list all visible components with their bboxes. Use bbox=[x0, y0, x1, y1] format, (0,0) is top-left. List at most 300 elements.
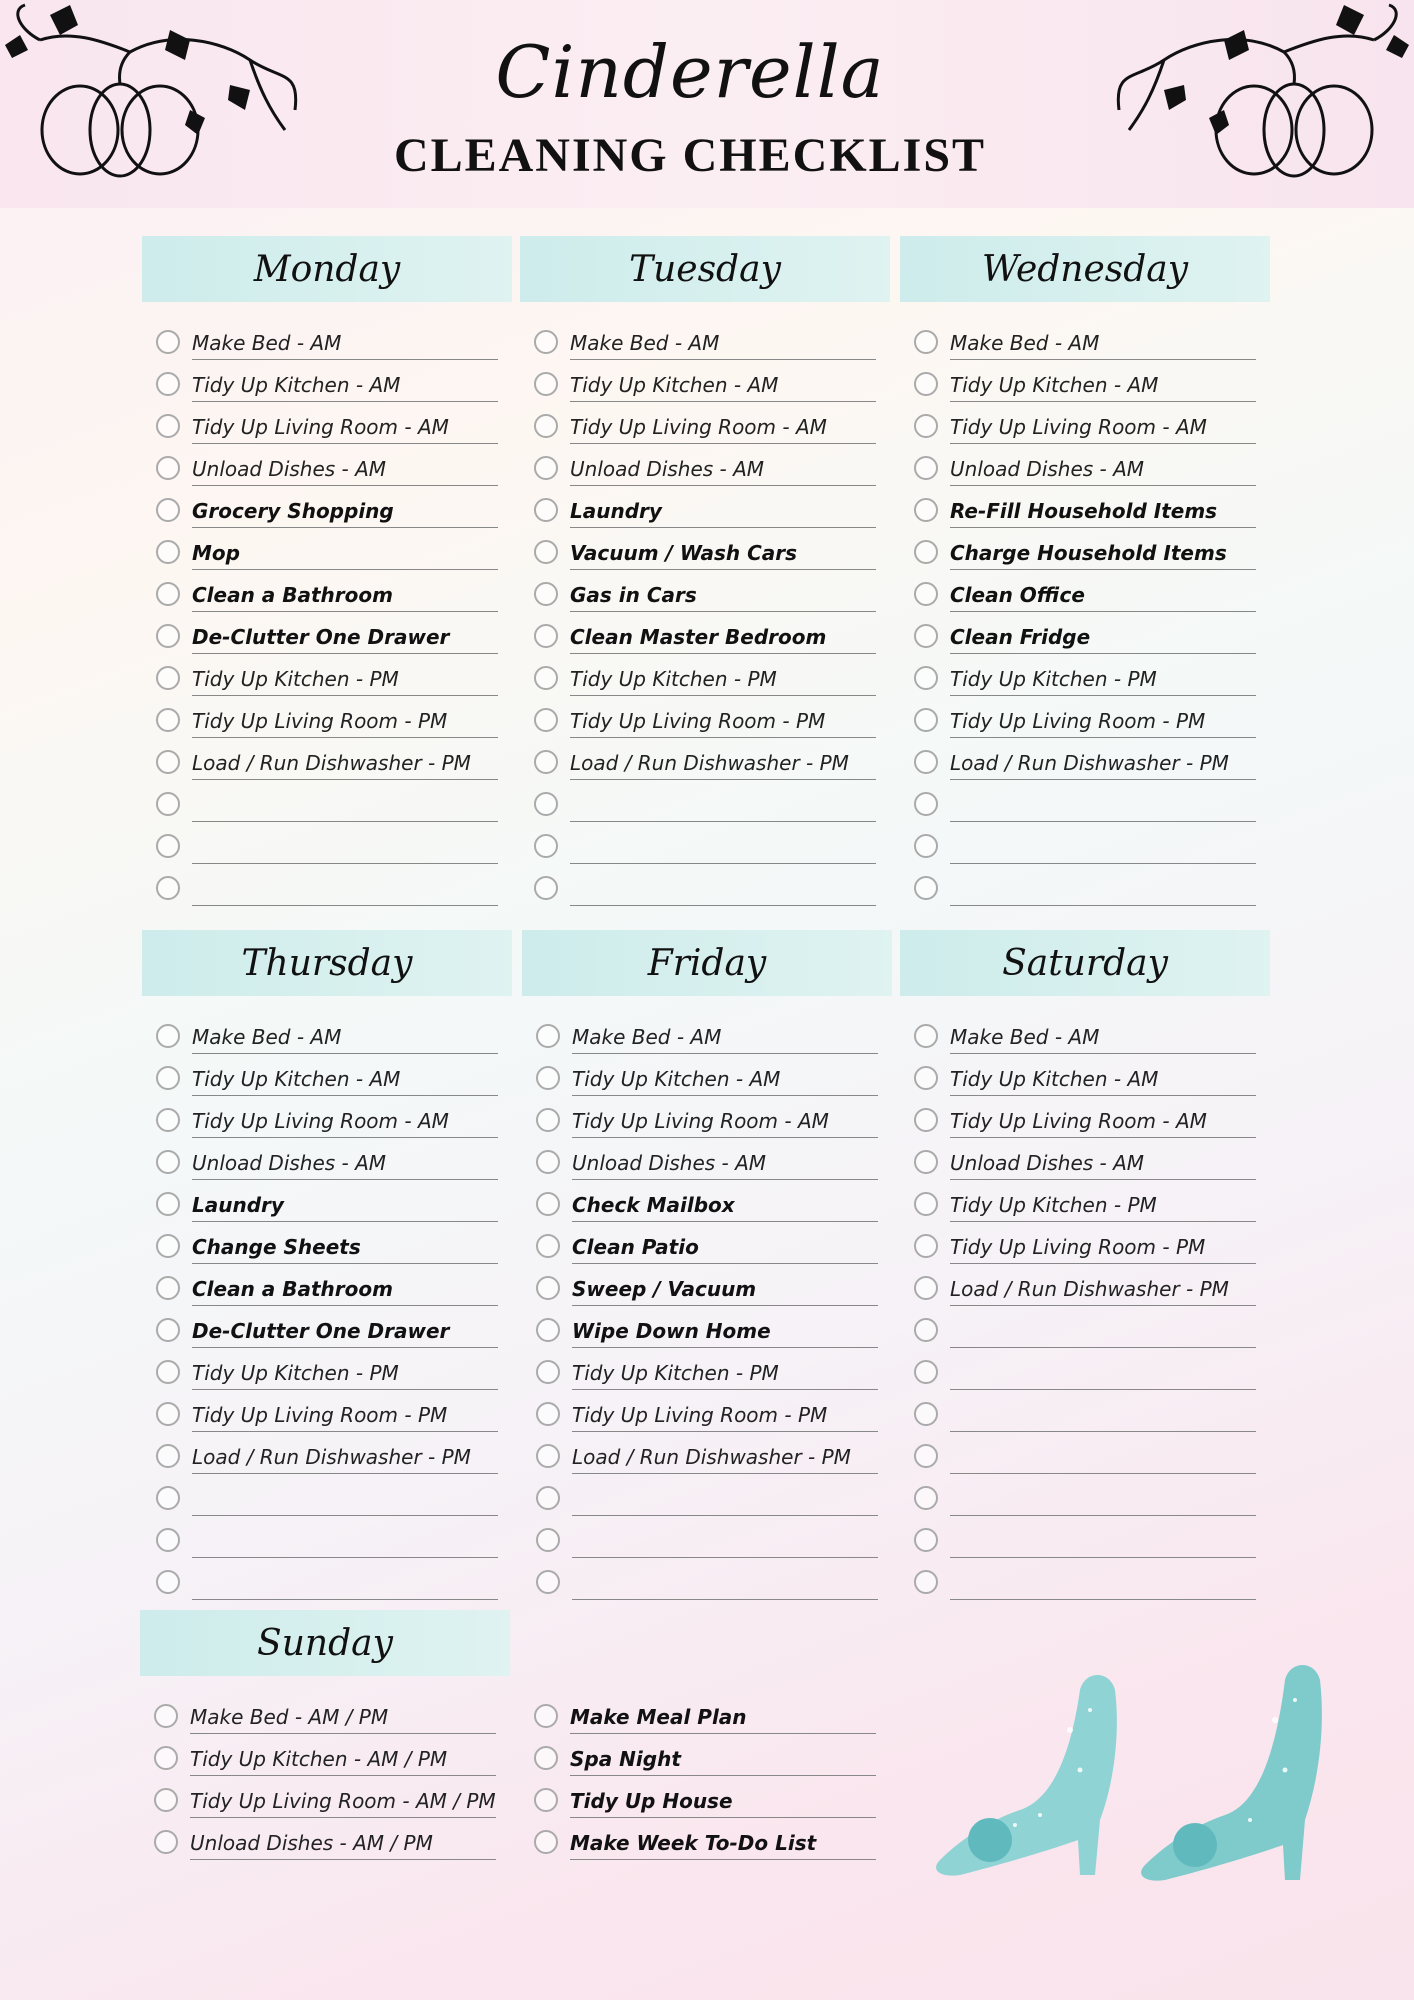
task-row bbox=[900, 612, 1270, 654]
task-row bbox=[522, 1432, 892, 1474]
task-checkbox[interactable] bbox=[534, 750, 558, 774]
task-label: Unload Dishes - AM bbox=[192, 453, 498, 486]
task-checkbox[interactable] bbox=[534, 1746, 558, 1770]
task-label: Tidy Up Kitchen - AM bbox=[570, 369, 876, 402]
task-checkbox[interactable] bbox=[914, 498, 938, 522]
day-title: Friday bbox=[522, 930, 892, 996]
task-label bbox=[192, 1483, 498, 1516]
task-label: Tidy Up Living Room - PM bbox=[570, 705, 876, 738]
task-checkbox[interactable] bbox=[156, 582, 180, 606]
task-row bbox=[520, 696, 890, 738]
task-label: Make Bed - AM bbox=[192, 327, 498, 360]
task-row bbox=[522, 1222, 892, 1264]
task-row bbox=[900, 1432, 1270, 1474]
task-row bbox=[522, 1096, 892, 1138]
task-checkbox[interactable] bbox=[154, 1746, 178, 1770]
task-checkbox[interactable] bbox=[536, 1318, 560, 1342]
task-checkbox[interactable] bbox=[156, 1066, 180, 1090]
task-row bbox=[142, 696, 512, 738]
task-label: Make Week To-Do List bbox=[570, 1827, 876, 1860]
task-label: Load / Run Dishwasher - PM bbox=[572, 1441, 878, 1474]
task-label: Make Bed - AM bbox=[192, 1021, 498, 1054]
task-row bbox=[520, 1692, 890, 1734]
task-row bbox=[520, 654, 890, 696]
task-label bbox=[192, 873, 498, 906]
task-list bbox=[900, 318, 1270, 906]
task-list bbox=[142, 1012, 512, 1600]
task-row bbox=[522, 1264, 892, 1306]
task-label: Tidy Up Living Room - AM / PM bbox=[190, 1785, 496, 1818]
task-checkbox[interactable] bbox=[536, 1234, 560, 1258]
task-checkbox[interactable] bbox=[534, 624, 558, 648]
task-label bbox=[950, 1315, 1256, 1348]
task-row bbox=[142, 1096, 512, 1138]
task-row bbox=[140, 1818, 510, 1860]
task-checkbox[interactable] bbox=[914, 540, 938, 564]
task-list bbox=[522, 1012, 892, 1600]
task-checkbox[interactable] bbox=[156, 1108, 180, 1132]
task-label: Unload Dishes - AM / PM bbox=[190, 1827, 496, 1860]
task-label: Tidy Up Kitchen - AM / PM bbox=[190, 1743, 496, 1776]
task-checkbox[interactable] bbox=[914, 1276, 938, 1300]
task-row bbox=[900, 1348, 1270, 1390]
task-row bbox=[522, 1558, 892, 1600]
task-checkbox[interactable] bbox=[156, 1024, 180, 1048]
task-row bbox=[522, 1054, 892, 1096]
task-checkbox[interactable] bbox=[914, 792, 938, 816]
task-row bbox=[900, 822, 1270, 864]
task-row bbox=[142, 1348, 512, 1390]
task-checkbox[interactable] bbox=[534, 372, 558, 396]
task-label bbox=[570, 789, 876, 822]
task-checkbox[interactable] bbox=[154, 1788, 178, 1812]
task-label: Clean Master Bedroom bbox=[570, 621, 876, 654]
task-checkbox[interactable] bbox=[914, 666, 938, 690]
task-row bbox=[140, 1776, 510, 1818]
task-row bbox=[520, 738, 890, 780]
task-checkbox[interactable] bbox=[156, 1234, 180, 1258]
task-row bbox=[900, 1012, 1270, 1054]
task-checkbox[interactable] bbox=[536, 1402, 560, 1426]
task-row bbox=[142, 1222, 512, 1264]
task-label: Make Bed - AM bbox=[570, 327, 876, 360]
task-label: Tidy Up Kitchen - PM bbox=[192, 663, 498, 696]
task-label: Load / Run Dishwasher - PM bbox=[950, 1273, 1256, 1306]
task-row bbox=[900, 1180, 1270, 1222]
task-list bbox=[900, 1012, 1270, 1600]
task-row bbox=[520, 1734, 890, 1776]
task-label: Laundry bbox=[192, 1189, 498, 1222]
task-checkbox[interactable] bbox=[156, 666, 180, 690]
task-label: Re-Fill Household Items bbox=[950, 495, 1256, 528]
task-checkbox[interactable] bbox=[156, 1150, 180, 1174]
task-row bbox=[900, 654, 1270, 696]
task-row bbox=[522, 1474, 892, 1516]
task-row bbox=[142, 1264, 512, 1306]
task-label bbox=[192, 1525, 498, 1558]
task-row bbox=[520, 318, 890, 360]
task-row bbox=[900, 1096, 1270, 1138]
task-checkbox[interactable] bbox=[534, 708, 558, 732]
task-checkbox[interactable] bbox=[914, 1066, 938, 1090]
pumpkin-vine-right-icon bbox=[1104, 0, 1414, 180]
task-label: Tidy Up Kitchen - PM bbox=[950, 663, 1256, 696]
sunday-extra-tasks bbox=[520, 1692, 890, 1860]
task-row bbox=[520, 486, 890, 528]
task-checkbox[interactable] bbox=[914, 582, 938, 606]
task-checkbox[interactable] bbox=[914, 1150, 938, 1174]
day-title: Saturday bbox=[900, 930, 1270, 996]
task-checkbox[interactable] bbox=[536, 1486, 560, 1510]
task-label: Charge Household Items bbox=[950, 537, 1256, 570]
task-checkbox[interactable] bbox=[534, 1704, 558, 1728]
task-checkbox[interactable] bbox=[536, 1150, 560, 1174]
task-checkbox[interactable] bbox=[914, 1570, 938, 1594]
task-label: Make Meal Plan bbox=[570, 1701, 876, 1734]
task-row bbox=[522, 1516, 892, 1558]
task-checkbox[interactable] bbox=[156, 750, 180, 774]
task-row bbox=[900, 738, 1270, 780]
task-row bbox=[142, 612, 512, 654]
task-row bbox=[520, 360, 890, 402]
task-label bbox=[950, 1399, 1256, 1432]
task-checkbox[interactable] bbox=[536, 1192, 560, 1216]
task-row bbox=[142, 528, 512, 570]
task-checkbox[interactable] bbox=[154, 1704, 178, 1728]
task-row bbox=[520, 570, 890, 612]
day-card-monday bbox=[142, 236, 512, 906]
task-checkbox[interactable] bbox=[156, 1318, 180, 1342]
task-row bbox=[142, 1138, 512, 1180]
title-script: Cinderella bbox=[495, 30, 885, 114]
task-row bbox=[900, 1264, 1270, 1306]
task-checkbox[interactable] bbox=[534, 1788, 558, 1812]
task-label: Make Bed - AM bbox=[950, 1021, 1256, 1054]
task-label bbox=[192, 1567, 498, 1600]
task-checkbox[interactable] bbox=[536, 1276, 560, 1300]
task-checkbox[interactable] bbox=[914, 372, 938, 396]
task-row bbox=[140, 1734, 510, 1776]
task-checkbox[interactable] bbox=[156, 330, 180, 354]
task-row bbox=[520, 864, 890, 906]
pumpkin-vine-left-icon bbox=[0, 0, 310, 180]
task-list bbox=[140, 1692, 510, 1860]
task-label: Spa Night bbox=[570, 1743, 876, 1776]
task-row bbox=[142, 1012, 512, 1054]
task-checkbox[interactable] bbox=[534, 582, 558, 606]
task-checkbox[interactable] bbox=[156, 834, 180, 858]
task-label: Tidy Up Living Room - AM bbox=[572, 1105, 878, 1138]
task-label: Tidy Up Living Room - PM bbox=[950, 705, 1256, 738]
day-title: Tuesday bbox=[520, 236, 890, 302]
task-row bbox=[900, 486, 1270, 528]
task-row bbox=[142, 444, 512, 486]
task-checkbox[interactable] bbox=[156, 1528, 180, 1552]
task-checkbox[interactable] bbox=[536, 1570, 560, 1594]
task-row bbox=[522, 1348, 892, 1390]
task-row bbox=[522, 1012, 892, 1054]
task-row bbox=[522, 1180, 892, 1222]
task-checkbox[interactable] bbox=[914, 414, 938, 438]
task-row bbox=[900, 1222, 1270, 1264]
task-checkbox[interactable] bbox=[914, 1234, 938, 1258]
day-card-saturday bbox=[900, 930, 1270, 1600]
task-row bbox=[142, 780, 512, 822]
task-label: Tidy Up Living Room - PM bbox=[572, 1399, 878, 1432]
task-label: Tidy Up Kitchen - PM bbox=[572, 1357, 878, 1390]
day-card-wednesday bbox=[900, 236, 1270, 906]
task-row bbox=[900, 1516, 1270, 1558]
day-title: Wednesday bbox=[900, 236, 1270, 302]
task-label: Sweep / Vacuum bbox=[572, 1273, 878, 1306]
task-label bbox=[950, 1483, 1256, 1516]
page-title: CLEANING CHECKLIST bbox=[393, 129, 987, 182]
task-checkbox[interactable] bbox=[536, 1360, 560, 1384]
task-label bbox=[950, 831, 1256, 864]
day-title: Thursday bbox=[142, 930, 512, 996]
task-checkbox[interactable] bbox=[156, 1192, 180, 1216]
task-row bbox=[142, 1474, 512, 1516]
task-row bbox=[900, 1558, 1270, 1600]
task-row bbox=[142, 570, 512, 612]
task-checkbox[interactable] bbox=[156, 1360, 180, 1384]
day-title: Monday bbox=[142, 236, 512, 302]
task-checkbox[interactable] bbox=[914, 876, 938, 900]
task-checkbox[interactable] bbox=[534, 456, 558, 480]
task-checkbox[interactable] bbox=[914, 1444, 938, 1468]
task-label: Clean a Bathroom bbox=[192, 1273, 498, 1306]
task-label: Tidy Up Kitchen - PM bbox=[570, 663, 876, 696]
task-checkbox[interactable] bbox=[156, 876, 180, 900]
task-label: Gas in Cars bbox=[570, 579, 876, 612]
task-row bbox=[900, 570, 1270, 612]
task-label: Check Mailbox bbox=[572, 1189, 878, 1222]
task-label: Tidy Up Kitchen - AM bbox=[950, 1063, 1256, 1096]
task-row bbox=[520, 402, 890, 444]
task-checkbox[interactable] bbox=[154, 1830, 178, 1854]
task-checkbox[interactable] bbox=[156, 498, 180, 522]
task-label: Laundry bbox=[570, 495, 876, 528]
task-label: Load / Run Dishwasher - PM bbox=[570, 747, 876, 780]
task-row bbox=[142, 1516, 512, 1558]
task-checkbox[interactable] bbox=[156, 1444, 180, 1468]
task-row bbox=[142, 360, 512, 402]
task-row bbox=[142, 1054, 512, 1096]
task-label bbox=[572, 1567, 878, 1600]
task-checkbox[interactable] bbox=[914, 1402, 938, 1426]
task-checkbox[interactable] bbox=[914, 834, 938, 858]
task-label: Tidy Up Living Room - AM bbox=[950, 1105, 1256, 1138]
task-row bbox=[900, 528, 1270, 570]
task-checkbox[interactable] bbox=[536, 1108, 560, 1132]
task-checkbox[interactable] bbox=[536, 1024, 560, 1048]
task-label: Tidy Up Kitchen - AM bbox=[572, 1063, 878, 1096]
task-checkbox[interactable] bbox=[914, 456, 938, 480]
task-row bbox=[142, 654, 512, 696]
task-checkbox[interactable] bbox=[914, 1108, 938, 1132]
task-checkbox[interactable] bbox=[156, 792, 180, 816]
task-row bbox=[520, 444, 890, 486]
task-row bbox=[142, 318, 512, 360]
task-checkbox[interactable] bbox=[536, 1528, 560, 1552]
task-label: Grocery Shopping bbox=[192, 495, 498, 528]
task-label: Make Bed - AM / PM bbox=[190, 1701, 496, 1734]
task-label: Tidy Up Kitchen - PM bbox=[192, 1357, 498, 1390]
task-row bbox=[900, 696, 1270, 738]
task-label: Load / Run Dishwasher - PM bbox=[950, 747, 1256, 780]
task-label: Change Sheets bbox=[192, 1231, 498, 1264]
task-row bbox=[142, 402, 512, 444]
task-row bbox=[520, 1818, 890, 1860]
task-label: Unload Dishes - AM bbox=[192, 1147, 498, 1180]
task-label: Tidy Up Living Room - AM bbox=[192, 411, 498, 444]
task-checkbox[interactable] bbox=[156, 1570, 180, 1594]
task-row bbox=[900, 780, 1270, 822]
task-checkbox[interactable] bbox=[534, 414, 558, 438]
task-checkbox[interactable] bbox=[914, 1318, 938, 1342]
task-label: Unload Dishes - AM bbox=[950, 1147, 1256, 1180]
task-label bbox=[570, 873, 876, 906]
task-row bbox=[520, 780, 890, 822]
task-checkbox[interactable] bbox=[156, 708, 180, 732]
task-row bbox=[142, 822, 512, 864]
task-row bbox=[522, 1390, 892, 1432]
task-row bbox=[520, 528, 890, 570]
task-checkbox[interactable] bbox=[534, 498, 558, 522]
task-label: Tidy Up Living Room - AM bbox=[570, 411, 876, 444]
task-list bbox=[520, 318, 890, 906]
task-checkbox[interactable] bbox=[914, 1486, 938, 1510]
task-checkbox[interactable] bbox=[914, 750, 938, 774]
day-card-thursday bbox=[142, 930, 512, 1600]
task-row bbox=[900, 402, 1270, 444]
task-row bbox=[142, 738, 512, 780]
task-row bbox=[142, 1306, 512, 1348]
task-row bbox=[900, 360, 1270, 402]
task-list bbox=[142, 318, 512, 906]
task-label: Tidy Up Living Room - AM bbox=[950, 411, 1256, 444]
task-row bbox=[142, 486, 512, 528]
task-checkbox[interactable] bbox=[914, 1024, 938, 1048]
task-label: Tidy Up Living Room - PM bbox=[950, 1231, 1256, 1264]
task-row bbox=[900, 1474, 1270, 1516]
task-checkbox[interactable] bbox=[156, 456, 180, 480]
task-checkbox[interactable] bbox=[914, 1360, 938, 1384]
task-label: Clean a Bathroom bbox=[192, 579, 498, 612]
task-label: De-Clutter One Drawer bbox=[192, 621, 498, 654]
task-label: Tidy Up Kitchen - AM bbox=[950, 369, 1256, 402]
task-label: Mop bbox=[192, 537, 498, 570]
task-row bbox=[900, 318, 1270, 360]
task-row bbox=[142, 1180, 512, 1222]
task-checkbox[interactable] bbox=[156, 1486, 180, 1510]
task-checkbox[interactable] bbox=[914, 624, 938, 648]
task-label: Tidy Up Kitchen - AM bbox=[192, 1063, 498, 1096]
task-label: Load / Run Dishwasher - PM bbox=[192, 747, 498, 780]
task-checkbox[interactable] bbox=[156, 624, 180, 648]
task-label: Tidy Up House bbox=[570, 1785, 876, 1818]
task-label: De-Clutter One Drawer bbox=[192, 1315, 498, 1348]
task-label: Tidy Up Living Room - PM bbox=[192, 1399, 498, 1432]
task-label: Wipe Down Home bbox=[572, 1315, 878, 1348]
task-row bbox=[520, 822, 890, 864]
task-row bbox=[900, 1138, 1270, 1180]
task-label bbox=[572, 1483, 878, 1516]
task-checkbox[interactable] bbox=[156, 540, 180, 564]
task-label: Tidy Up Kitchen - PM bbox=[950, 1189, 1256, 1222]
task-row bbox=[142, 1558, 512, 1600]
task-checkbox[interactable] bbox=[156, 372, 180, 396]
task-label: Clean Fridge bbox=[950, 621, 1256, 654]
task-row bbox=[142, 1432, 512, 1474]
task-checkbox[interactable] bbox=[534, 540, 558, 564]
task-checkbox[interactable] bbox=[914, 708, 938, 732]
task-label: Tidy Up Living Room - PM bbox=[192, 705, 498, 738]
task-checkbox[interactable] bbox=[156, 1402, 180, 1426]
task-checkbox[interactable] bbox=[534, 1830, 558, 1854]
task-row bbox=[900, 864, 1270, 906]
task-label: Make Bed - AM bbox=[950, 327, 1256, 360]
task-label bbox=[950, 1567, 1256, 1600]
task-label: Unload Dishes - AM bbox=[950, 453, 1256, 486]
task-label: Load / Run Dishwasher - PM bbox=[192, 1441, 498, 1474]
task-row bbox=[900, 1390, 1270, 1432]
task-checkbox[interactable] bbox=[534, 834, 558, 858]
task-checkbox[interactable] bbox=[536, 1444, 560, 1468]
task-label bbox=[950, 1441, 1256, 1474]
task-label: Tidy Up Living Room - AM bbox=[192, 1105, 498, 1138]
task-checkbox[interactable] bbox=[536, 1066, 560, 1090]
task-label bbox=[192, 789, 498, 822]
task-row bbox=[900, 1306, 1270, 1348]
task-checkbox[interactable] bbox=[156, 1276, 180, 1300]
task-label: Clean Patio bbox=[572, 1231, 878, 1264]
task-label: Clean Office bbox=[950, 579, 1256, 612]
task-checkbox[interactable] bbox=[534, 792, 558, 816]
task-checkbox[interactable] bbox=[914, 330, 938, 354]
task-label bbox=[950, 1357, 1256, 1390]
task-label bbox=[570, 831, 876, 864]
day-card-friday bbox=[522, 930, 892, 1600]
task-checkbox[interactable] bbox=[914, 1528, 938, 1552]
task-checkbox[interactable] bbox=[534, 666, 558, 690]
task-label bbox=[572, 1525, 878, 1558]
task-row bbox=[520, 1776, 890, 1818]
task-checkbox[interactable] bbox=[534, 330, 558, 354]
task-row bbox=[900, 1054, 1270, 1096]
task-label: Unload Dishes - AM bbox=[570, 453, 876, 486]
task-row bbox=[140, 1692, 510, 1734]
task-row bbox=[522, 1306, 892, 1348]
task-label: Make Bed - AM bbox=[572, 1021, 878, 1054]
task-label bbox=[950, 789, 1256, 822]
task-row bbox=[142, 1390, 512, 1432]
day-card-sunday bbox=[140, 1610, 510, 1860]
task-label: Tidy Up Kitchen - AM bbox=[192, 369, 498, 402]
task-row bbox=[520, 612, 890, 654]
task-label: Unload Dishes - AM bbox=[572, 1147, 878, 1180]
task-label: Vacuum / Wash Cars bbox=[570, 537, 876, 570]
task-row bbox=[522, 1138, 892, 1180]
task-label bbox=[192, 831, 498, 864]
task-row bbox=[900, 444, 1270, 486]
task-checkbox[interactable] bbox=[156, 414, 180, 438]
day-title: Sunday bbox=[140, 1610, 510, 1676]
task-checkbox[interactable] bbox=[534, 876, 558, 900]
glass-slippers-icon bbox=[920, 1650, 1350, 1890]
day-card-tuesday bbox=[520, 236, 890, 906]
task-checkbox[interactable] bbox=[914, 1192, 938, 1216]
